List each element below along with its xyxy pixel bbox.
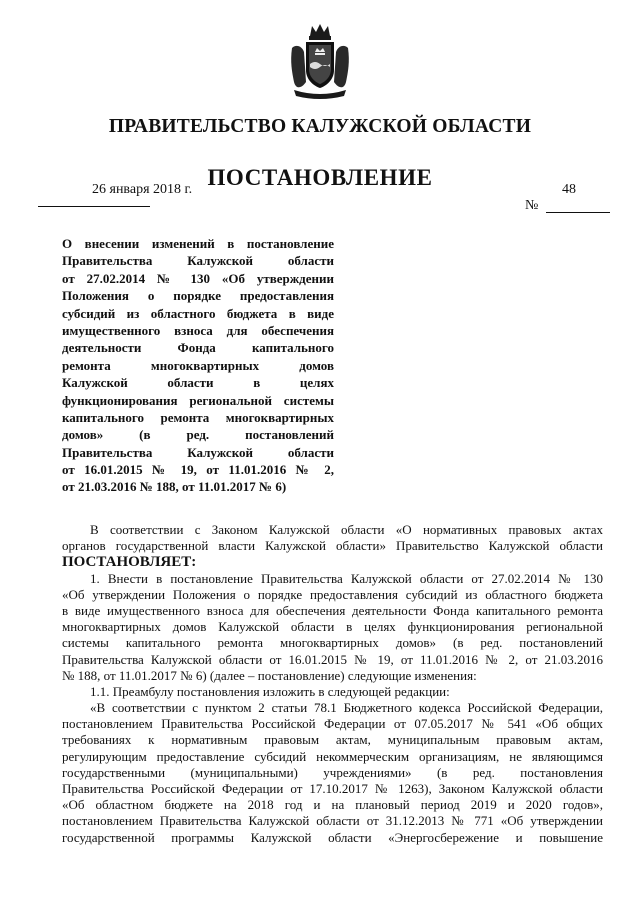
quote-line: требованиях к нормативным правовым актам, муниципальным правовым актам, (62, 732, 603, 748)
document-body (62, 522, 603, 846)
government-name: ПРАВИТЕЛЬСТВО КАЛУЖСКОЙ ОБЛАСТИ (108, 116, 532, 137)
quote-line: постановлением Правительства Калужской области от 31.12.2013 № 771 «Об утверждении (62, 813, 603, 829)
subject-line: О внесении изменений в постановление (62, 236, 334, 251)
document-number: 48 (562, 182, 576, 197)
quote-line: государственными (муниципальными) учреждениями» (в ред. постановления (62, 764, 603, 780)
document-date: 26 января 2018 г. (92, 182, 193, 197)
document-subject (62, 235, 334, 496)
subject-line: субсидий из областного бюджета в виде (62, 305, 334, 321)
subject-line: имущественного взноса для обеспечения (62, 322, 334, 338)
body-line: 1. Внести в постановление Правительства Калужской области от 27.02.2014 № 130 (90, 570, 603, 586)
body-line: № 188, от 11.01.2017 № 6) (далее – постановление) следующие изменения: (62, 667, 477, 683)
subject-line: капитального ремонта многоквартирных (62, 409, 334, 425)
quote-line: государственной программы Калужской области «Энергосбережение и повышение (62, 829, 603, 845)
subject-line: Калужской области в целях (62, 375, 334, 391)
body-line: в виде имущественного взноса для обеспечения деятельности Фонда капитального ремонта (62, 602, 603, 618)
subject-line: деятельности Фонда капитального (62, 340, 334, 356)
resolves-line (62, 554, 603, 570)
subject-line: ремонта многоквартирных домов (62, 357, 334, 373)
body-line: многоквартирных домов Калужской области в целях функционирования региональной (62, 619, 603, 635)
subject-line: Правительства Калужской области (62, 444, 334, 460)
subject-line: от 27.02.2014 № 130 «Об утверждении (62, 270, 334, 286)
quote-line: регулирующим предоставление субсидий некоммерческим организациям, не являющимся (62, 748, 603, 764)
quote-line: постановлением Правительства Российской Федерации от 07.05.2017 № 541 «Об общих (62, 716, 603, 732)
resolves-word: ПОСТАНОВЛЯЕТ (62, 554, 192, 571)
subject-line: функционирования региональной системы (62, 392, 334, 408)
subject-line: домов» (в ред. постановлений (62, 427, 334, 443)
body-line: «Об утверждении Положения о порядке предоставления субсидий из областного бюджета (62, 586, 603, 602)
date-underline (38, 206, 150, 207)
coat-of-arms-emblem (288, 22, 352, 102)
body-line: 1.1. Преамбулу постановления изложить в следующей редакции: (90, 683, 450, 699)
subject-line: Правительства Калужской области (62, 253, 334, 269)
number-sign: № (525, 198, 539, 213)
resolves-colon: : (191, 554, 197, 571)
quote-line: «Об областном бюджете на 2018 год и на плановый период 2019 и 2020 годов», (62, 797, 603, 813)
body-line: системы капитального ремонта многоквартирных домов» (в ред. постановлений (62, 635, 603, 651)
document-type-title: ПОСТАНОВЛЕНИЕ (207, 165, 433, 190)
body-line: В соответствии с Законом Калужской области «О нормативных правовых актах (90, 522, 603, 537)
subject-line: от 21.03.2016 № 188, от 11.01.2017 № 6) (62, 479, 287, 495)
subject-line: Положения о порядке предоставления (62, 288, 334, 304)
body-line: органов государственной власти Калужской области» Правительство Калужской области (62, 538, 603, 554)
quote-line: Правительства Российской Федерации от 17.10.2017 № 1263), Законом Калужской области (62, 781, 603, 796)
body-line: Правительства Калужской области от 16.01.2015 № 19, от 11.01.2016 № 2, от 21.03.2016 (62, 651, 603, 667)
subject-line: от 16.01.2015 № 19, от 11.01.2016 № 2, (62, 462, 334, 478)
number-underline (546, 212, 610, 213)
quote-line: «В соответствии с пунктом 2 статьи 78.1 Бюджетного кодекса Российской Федерации, (90, 700, 603, 716)
